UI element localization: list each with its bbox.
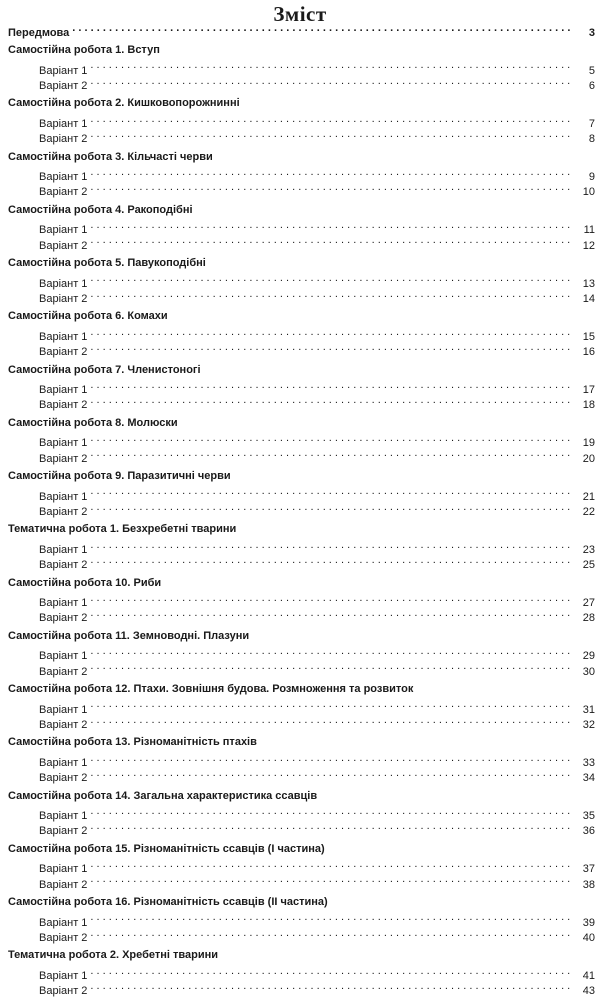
toc-entry-label: Варіант 2 (39, 559, 88, 571)
toc-entry-variant[interactable] (0, 287, 600, 305)
toc-entry-label: Варіант 2 (39, 79, 88, 92)
toc-entry-variant[interactable] (0, 804, 600, 823)
toc-sections (0, 43, 600, 997)
toc-page-number: 28 (582, 612, 595, 625)
toc-page-number: 40 (582, 931, 595, 944)
dot-leader (90, 218, 570, 233)
dot-leader (90, 644, 570, 659)
toc-page-number: 41 (582, 969, 595, 982)
toc-section-heading[interactable]: Самостійна робота 7. Членистоногі (8, 363, 201, 376)
toc-section-heading[interactable]: Самостійна робота 8. Молюски (8, 416, 178, 429)
toc-entry-variant[interactable] (0, 926, 600, 944)
toc-section (0, 416, 600, 465)
toc-entry-label: Варіант 1 (39, 650, 88, 663)
toc-entry-label: Варіант 1 (39, 969, 88, 982)
toc-entry-label: Варіант 1 (39, 703, 88, 716)
toc-section-heading[interactable]: Самостійна робота 2. Кишковопорожнинні (8, 97, 240, 110)
toc-entry-variant[interactable] (0, 58, 600, 77)
toc-entry-variant[interactable] (0, 218, 600, 237)
toc-page-number: 34 (582, 772, 595, 784)
toc-section (0, 735, 600, 784)
dot-leader (90, 393, 570, 408)
toc-section (0, 309, 600, 358)
toc-entry-label: Варіант 2 (39, 665, 88, 678)
dot-leader (90, 287, 570, 302)
toc-entry-label: Варіант 1 (39, 597, 88, 610)
toc-section (0, 629, 600, 678)
toc-page-number: 13 (582, 277, 595, 290)
table-of-contents (0, 21, 600, 1002)
toc-entry-variant[interactable] (0, 697, 600, 716)
toc-entry-label: Варіант 1 (39, 384, 88, 397)
toc-page-number: 19 (582, 437, 595, 450)
dot-leader (90, 979, 570, 994)
toc-page-number: 30 (582, 665, 595, 678)
toc-page-number: 36 (582, 825, 595, 838)
toc-entry-label: Варіант 2 (39, 505, 88, 518)
toc-section-heading[interactable]: Самостійна робота 16. Різноманітність ссавців (ІІ частина) (8, 896, 328, 909)
dot-leader (90, 964, 570, 979)
toc-page-number: 6 (588, 79, 595, 92)
toc-section-heading[interactable]: Самостійна робота 14. Загальна характеристика ссавців (8, 789, 318, 802)
toc-entry-variant[interactable] (0, 74, 600, 92)
dot-leader (90, 606, 570, 621)
dot-leader (90, 165, 570, 180)
toc-entry-variant[interactable] (0, 538, 600, 556)
toc-entry-variant[interactable] (0, 233, 600, 252)
dot-leader (90, 378, 570, 393)
toc-entry-variant[interactable] (0, 325, 600, 343)
dot-leader (90, 804, 570, 819)
dot-leader (90, 857, 570, 872)
toc-section-heading[interactable]: Самостійна робота 5. Павукоподібні (8, 257, 206, 270)
toc-page-number: 15 (582, 330, 595, 343)
toc-section (0, 96, 600, 145)
toc-page-number: 39 (582, 916, 595, 929)
dot-leader (90, 766, 570, 781)
dot-leader (90, 180, 570, 195)
toc-entry-variant[interactable] (0, 766, 600, 784)
toc-section (0, 682, 600, 731)
toc-entry-variant[interactable] (0, 857, 600, 876)
toc-section (0, 789, 600, 838)
toc-section (0, 842, 600, 891)
toc-page-number: 27 (582, 597, 595, 610)
toc-entry-variant[interactable] (0, 378, 600, 397)
toc-section (0, 150, 600, 199)
dot-leader (90, 325, 570, 340)
toc-section-heading[interactable]: Самостійна робота 11. Земноводні. Плазуни (8, 629, 250, 642)
toc-entry-label: Варіант 1 (39, 863, 88, 876)
dot-leader (90, 233, 570, 248)
toc-section (0, 43, 600, 92)
toc-entry-label: Варіант 1 (39, 810, 88, 823)
toc-entry-variant[interactable] (0, 751, 600, 769)
toc-entry-variant[interactable] (0, 659, 600, 678)
toc-entry-label: Варіант 1 (39, 277, 88, 290)
toc-entry-label: Варіант 1 (39, 437, 88, 450)
dot-leader (90, 751, 570, 766)
toc-page-number: 8 (588, 133, 595, 145)
toc-section-heading[interactable]: Самостійна робота 12. Птахи. Зовнішня будова. Розмноження та розвиток (8, 683, 414, 696)
dot-leader (90, 127, 570, 142)
toc-entry-label: Варіант 2 (39, 452, 88, 465)
toc-section (0, 256, 600, 305)
toc-page-number: 5 (588, 64, 595, 77)
dot-leader (90, 431, 570, 446)
toc-entry-variant[interactable] (0, 553, 600, 571)
toc-page-number: 43 (582, 985, 595, 997)
toc-section-heading[interactable]: Самостійна робота 13. Різноманітність птахів (8, 736, 257, 749)
toc-page-number: 29 (582, 650, 595, 663)
toc-entry-variant[interactable] (0, 180, 600, 199)
toc-page-number: 38 (582, 878, 595, 891)
toc-section-heading[interactable]: Тематична робота 2. Хребетні тварини (8, 949, 219, 962)
toc-page-number: 9 (588, 171, 595, 184)
dot-leader (90, 713, 570, 728)
toc-page-number: 7 (588, 117, 595, 130)
toc-entry-label: Варіант 1 (39, 490, 88, 503)
toc-entry-label: Варіант 1 (39, 756, 88, 769)
toc-page-number: 22 (582, 505, 595, 518)
dot-leader (90, 872, 570, 887)
toc-page-number: 3 (588, 27, 595, 40)
toc-page-number: 35 (582, 810, 595, 823)
toc-entry-label: Варіант 1 (39, 330, 88, 343)
toc-entry-label: Варіант 2 (39, 878, 88, 891)
toc-page-number: 10 (582, 186, 595, 199)
toc-entry-label: Варіант 2 (39, 985, 88, 997)
toc-entry-variant[interactable] (0, 910, 600, 929)
toc-entry-label: Варіант 1 (39, 916, 88, 929)
toc-entry-label: Варіант 1 (39, 543, 88, 556)
toc-entry-label: Варіант 2 (39, 239, 88, 252)
toc-entry-label: Варіант 2 (39, 825, 88, 838)
toc-page-number: 17 (582, 384, 595, 397)
toc-entry-variant[interactable] (0, 819, 600, 838)
dot-leader (90, 819, 570, 834)
toc-section-heading[interactable]: Самостійна робота 3. Кільчасті черви (8, 150, 213, 163)
toc-page-number: 14 (582, 292, 595, 305)
dot-leader (90, 58, 570, 73)
toc-page-number: 25 (582, 559, 595, 571)
toc-section-heading[interactable]: Тематична робота 1. Безхребетні тварини (8, 523, 237, 536)
toc-entry-variant[interactable] (0, 127, 600, 145)
toc-entry-label: Варіант 1 (39, 64, 88, 77)
toc-entry-label: Варіант 2 (39, 772, 88, 784)
toc-entry-variant[interactable] (0, 271, 600, 290)
toc-entry-variant[interactable] (0, 340, 600, 358)
toc-entry-variant[interactable] (0, 606, 600, 625)
toc-entry-label: Варіант 2 (39, 612, 88, 625)
toc-page-number: 20 (582, 452, 595, 465)
toc-section-heading[interactable]: Самостійна робота 4. Ракоподібні (8, 203, 193, 216)
dot-leader (90, 926, 570, 941)
toc-entry-variant[interactable] (0, 872, 600, 891)
toc-entry-variant[interactable] (0, 112, 600, 130)
dot-leader (90, 538, 570, 553)
toc-page-number: 23 (582, 543, 595, 556)
dot-leader (72, 21, 570, 36)
toc-entry-label: Варіант 2 (39, 133, 88, 145)
dot-leader (90, 271, 570, 286)
toc-section-heading[interactable]: Самостійна робота 9. Паразитичні черви (8, 470, 231, 483)
toc-section (0, 895, 600, 944)
toc-page-number: 11 (583, 224, 595, 237)
dot-leader (90, 340, 570, 355)
dot-leader (90, 910, 570, 925)
toc-page-number: 32 (582, 718, 595, 731)
toc-entry-variant[interactable] (0, 431, 600, 450)
toc-page-number: 33 (582, 756, 595, 769)
dot-leader (90, 74, 570, 89)
toc-entry-label: Передмова (8, 27, 70, 40)
toc-entry-label: Варіант 2 (39, 931, 88, 944)
toc-entry-variant[interactable] (0, 964, 600, 982)
toc-entry-label: Варіант 2 (39, 718, 88, 731)
toc-page-number: 37 (582, 863, 595, 876)
toc-section (0, 203, 600, 252)
page-title: Зміст (273, 2, 327, 26)
toc-entry-variant[interactable] (0, 484, 600, 503)
dot-leader (90, 591, 570, 606)
toc-entry-label: Варіант 2 (39, 399, 88, 412)
toc-entry-label: Варіант 1 (39, 224, 88, 237)
toc-entry-variant[interactable] (0, 979, 600, 997)
dot-leader (90, 659, 570, 674)
toc-section (0, 576, 600, 625)
toc-entry-variant[interactable] (0, 500, 600, 518)
dot-leader (90, 697, 570, 712)
toc-entry-preface[interactable] (0, 21, 600, 40)
toc-entry-variant[interactable] (0, 446, 600, 465)
toc-page-number: 16 (582, 346, 595, 358)
toc-section (0, 948, 600, 997)
toc-section-heading[interactable]: Самостійна робота 1. Вступ (8, 44, 160, 57)
toc-page-number: 18 (582, 399, 595, 412)
toc-page-number: 21 (582, 490, 595, 503)
toc-entry-label: Варіант 1 (39, 117, 88, 130)
dot-leader (90, 500, 570, 515)
toc-entry-variant[interactable] (0, 591, 600, 610)
toc-section-heading[interactable]: Самостійна робота 10. Риби (8, 576, 162, 589)
dot-leader (90, 553, 570, 568)
toc-section-heading[interactable]: Самостійна робота 15. Різноманітність ссавців (І частина) (8, 842, 325, 855)
toc-section-heading[interactable]: Самостійна робота 6. Комахи (8, 310, 168, 323)
dot-leader (90, 446, 570, 461)
toc-entry-label: Варіант 2 (39, 186, 88, 199)
toc-entry-label: Варіант 2 (39, 346, 88, 358)
dot-leader (90, 484, 570, 499)
toc-entry-label: Варіант 1 (39, 171, 88, 184)
toc-page-number: 12 (582, 239, 595, 252)
toc-entry-variant[interactable] (0, 644, 600, 663)
toc-page-number: 31 (582, 703, 595, 716)
toc-section (0, 469, 600, 518)
toc-entry-variant[interactable] (0, 165, 600, 184)
toc-entry-variant[interactable] (0, 713, 600, 731)
toc-section (0, 522, 600, 571)
toc-section (0, 363, 600, 412)
toc-entry-variant[interactable] (0, 393, 600, 412)
toc-entry-label: Варіант 2 (39, 292, 88, 305)
dot-leader (90, 112, 570, 127)
